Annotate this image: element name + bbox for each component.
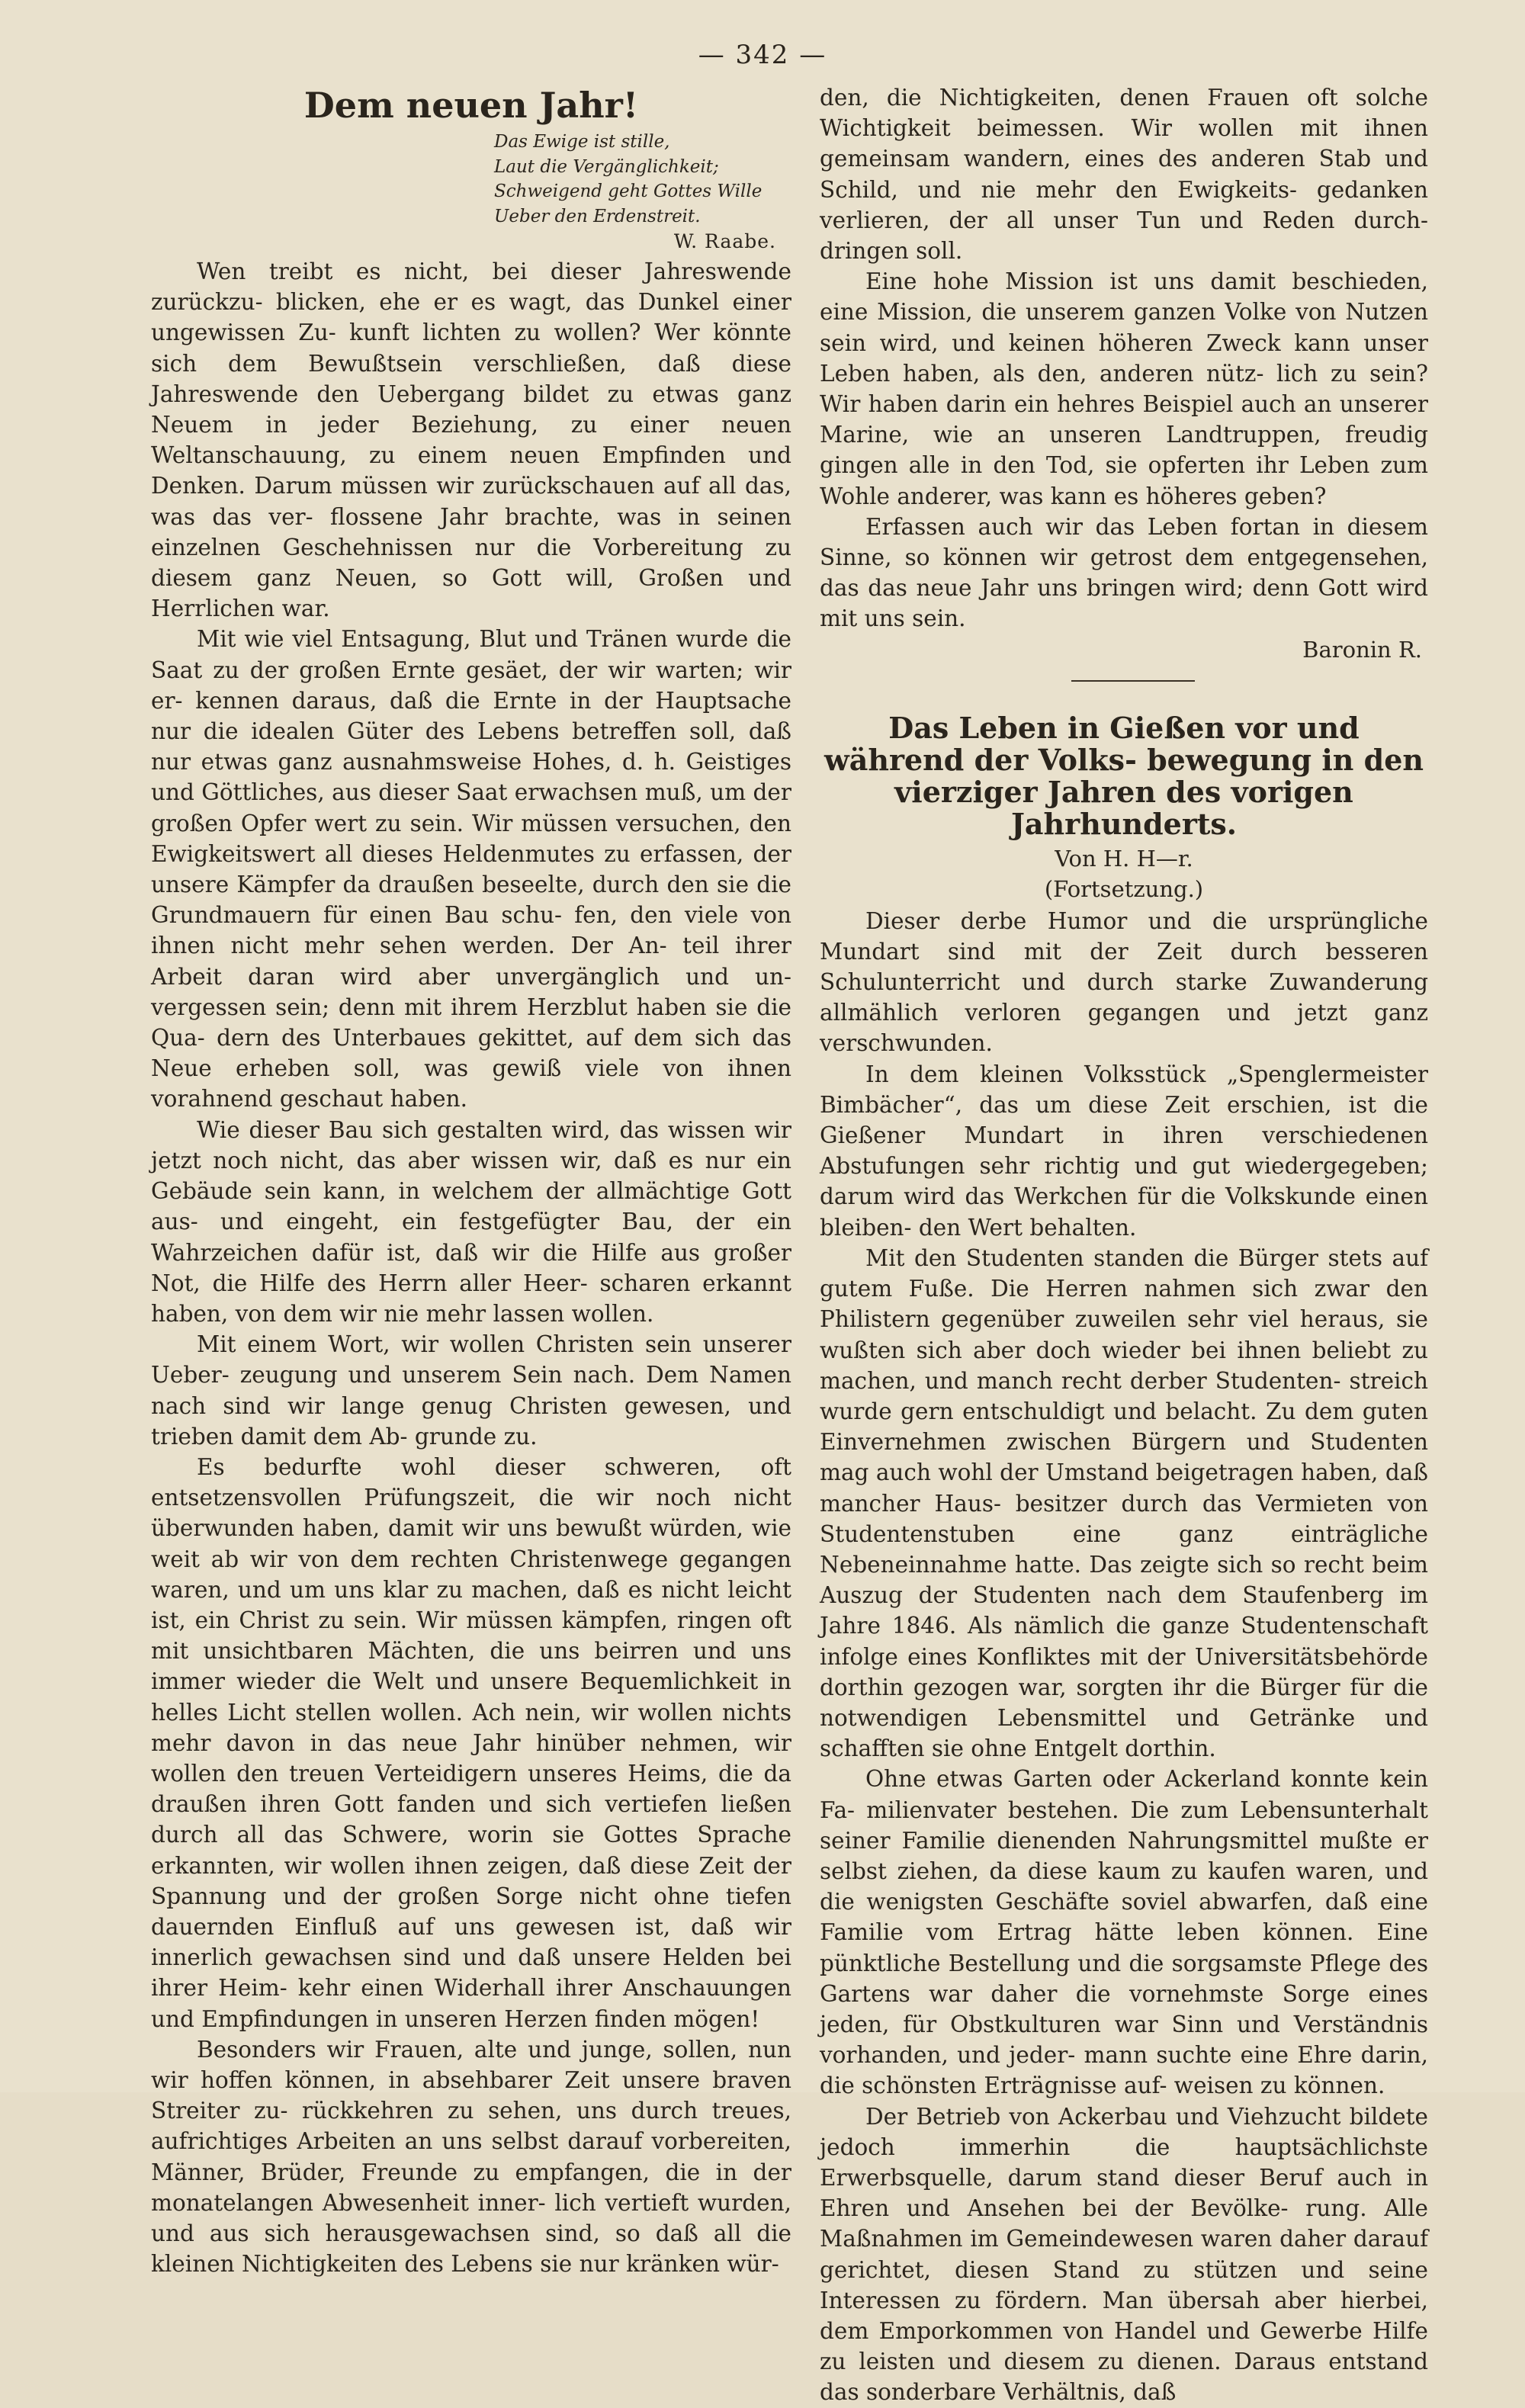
page-number: — 342 — (698, 40, 827, 70)
article-title-new-year: Dem neuen Jahr! (303, 85, 639, 126)
paragraph: In dem kleinen Volksstück „Spenglermeister Bimbächer“, das um diese Zeit erschien, ist die Gießener Mundart in ihren verschiedenen Abstufungen sehr richtig und gut wiedergegeben; darum wird das Werkchen für die Volkskunde einen bleiben- den Wert behalten. (820, 1061, 1428, 1241)
paragraph: Mit den Studenten standen die Bürger stets auf gutem Fuße. Die Herren nahmen sich zwar den Philistern gegenüber zuweilen sehr viel heraus, sie wußten sich aber doch wieder bei ihnen beliebt zu machen, und manch recht derber Studenten- streich wurde gern entschuldigt und belacht. Zu dem guten Einvernehmen zwischen Bürgern und Studenten mag auch wohl der Umstand beigetragen haben, daß mancher Haus- besitzer durch das Vermieten von Studentenstuben eine ganz einträgliche Nebeneinnahme hatte. Das zeigte sich so recht beim Auszug der Studenten nach dem Staufenberg im Jahre 1846. Als nämlich die ganze Studentenschaft infolge eines Konfliktes mit der Universitätsbehörde dorthin gezogen war, sorgten ihr die Bürger für die notwendigen Lebensmittel und Getränke und schafften sie ohne Entgelt dorthin. (820, 1244, 1428, 1762)
epigraph-author: W. Raabe. (673, 230, 776, 252)
epigraph-line: Das Ewige ist stille, (494, 132, 670, 152)
paragraph: Es bedurfte wohl dieser schweren, oft entsetzensvollen Prüfungszeit, die wir noch nicht überwunden haben, damit wir uns bewußt würden, wie weit ab wir von dem rechten Christenwege gegangen waren, und um uns klar zu machen, daß es nicht leicht ist, ein Christ zu sein. Wir müssen kämpfen, ringen oft mit unsichtbaren Mächten, die uns beirren und uns immer wieder die Welt und unsere Bequemlichkeit in helles Licht stellen wollen. Ach nein, wir wollen nichts mehr davon in das neue Jahr hinüber nehmen, wir wollen den treuen Verteidigern unseres Heims, die da draußen ihren Gott fanden und sich vertiefen ließen durch all das Schwere, worin sie Gottes Sprache erkannten, wir wollen ihnen zeigen, daß diese Zeit der Spannung und der großen Sorge nicht ohne tiefen dauernden Einfluß auf uns gewesen ist, daß wir innerlich gewachsen sind und daß unsere Helden bei ihrer Heim- kehr einen Widerhall ihrer Anschauungen und Empfindungen in unseren Herzen finden mögen! (151, 1453, 791, 2032)
epigraph-line: Schweigend geht Gottes Wille (494, 181, 762, 201)
continuation-note: (Fortsetzung.) (1044, 875, 1204, 902)
epigraph-line: Laut die Vergänglichkeit; (494, 156, 719, 177)
paragraph-continued: den, die Nichtigkeiten, denen Frauen oft solche Wichtigkeit beimessen. Wir wollen mit ihnen gemeinsam wandern, eines des anderen Stab und Schild, und nie mehr den Ewigkeits- gedanken verlieren, der all unser Tun und Reden durch- dringen soll. (820, 85, 1428, 265)
article-title-giessen: Das Leben in Gießen vor und während der Volks- bewegung in den vierziger Jahren des vorigen Jahrhunderts. (824, 710, 1424, 841)
byline: Von H. H—r. (1055, 845, 1193, 872)
paragraph: Eine hohe Mission ist uns damit beschieden, eine Mission, die unserem ganzen Volke von Nutzen sein wird, und keinen höheren Zweck kann unser Leben haben, als den, anderen nütz- lich zu sein? Wir haben darin ein hehres Beispiel auch an unserer Marine, wie an unseren Landtruppen, freudig gingen alle in den Tod, sie opferten ihr Leben zum Wohle anderer, was kann es höheres geben? (820, 268, 1428, 509)
paragraph: Der Betrieb von Ackerbau und Viehzucht bildete jedoch immerhin die hauptsächlichste Erwerbsquelle, darum stand dieser Beruf auch in Ehren und Ansehen bei der Bevölke- rung. Alle Maßnahmen im Gemeindewesen waren daher darauf gerichtet, diesen Stand zu stützen und seine Interessen zu fördern. Man übersah aber hierbei, dem Emporkommen von Handel und Gewerbe Hilfe zu leisten und diesem zu dienen. Daraus entstand das sonderbare Verhältnis, daß (820, 2103, 1428, 2406)
left-column (151, 82, 791, 2279)
paragraph: Ohne etwas Garten oder Ackerland konnte kein Fa- milienvater bestehen. Die zum Lebensunterhalt seiner Familie dienenden Nahrungsmittel mußte er selbst ziehen, da diese kaum zu kaufen waren, und die wenigsten Geschäfte soviel abwarfen, daß eine Familie vom Ertrag hätte leben können. Eine pünktliche Bestellung und die sorgsamste Pflege des Gartens war daher die vornehmste Sorge eines jeden, für Obstkulturen war Sinn und Verständnis vorhanden, und jeder- mann suchte eine Ehre darin, die schönsten Erträgnisse auf- weisen zu können. (820, 1766, 1428, 2099)
author-signature: Baronin R. (1302, 636, 1422, 663)
paragraph: Mit einem Wort, wir wollen Christen sein unserer Ueber- zeugung und unserem Sein nach. Dem Namen nach sind wir lange genug Christen gewesen, und trieben damit dem Ab- grunde zu. (151, 1331, 791, 1450)
epigraph (494, 130, 791, 229)
paragraph: Mit wie viel Entsagung, Blut und Tränen wurde die Saat zu der großen Ernte gesäet, der wir warten; wir er- kennen daraus, daß die Ernte in der Hauptsache nur die idealen Güter des Lebens betreffen soll, daß nur etwas ganz ausnahmsweise Hohes, d. h. Geistiges und Göttliches, aus dieser Saat erwachsen muß, um der großen Opfer wert zu sein. Wir müssen versuchen, den Ewigkeitswert all dieses Heldenmutes zu erfassen, der unsere Kämpfer da draußen beseelte, durch den sie die Grundmauern für einen Bau schu- fen, den viele von ihnen nicht mehr sehen werden. Der An- teil ihrer Arbeit daran wird aber unvergänglich und un- vergessen sein; denn mit ihrem Herzblut haben sie die Qua- dern des Unterbaues gekittet, auf dem sich das Neue erheben soll, was gewiß viele von ihnen vorahnend geschaut haben. (151, 626, 791, 1112)
paragraph: Wen treibt es nicht, bei dieser Jahreswende zurückzu- blicken, ehe er es wagt, das Dunkel einer ungewissen Zu- kunft lichten zu wollen? Wer könnte sich dem Bewußtsein verschließen, daß diese Jahreswende den Uebergang bildet zu etwas ganz Neuem in jeder Beziehung, zu einer neuen Weltanschauung, zu einem neuen Empfinden und Denken. Darum müssen wir zurückschauen auf all das, was das ver- flossene Jahr brachte, was in seinen einzelnen Geschehnissen nur die Vorbereitung zu diesem ganz Neuen, so Gott will, Großen und Herrlichen war. (151, 258, 791, 622)
paragraph: Dieser derbe Humor und die ursprüngliche Mundart sind mit der Zeit durch besseren Schulunterricht und durch starke Zuwanderung allmählich verloren gegangen und jetzt ganz verschwunden. (820, 907, 1428, 1057)
section-divider (1071, 680, 1195, 682)
epigraph-line: Ueber den Erdenstreit. (494, 206, 701, 226)
paragraph: Wie dieser Bau sich gestalten wird, das wissen wir jetzt noch nicht, das aber wissen wir, daß es nur ein Gebäude sein kann, in welchem der allmächtige Gott aus- und eingeht, ein festgefügter Bau, der ein Wahrzeichen dafür ist, daß wir die Hilfe aus großer Not, die Hilfe des Herrn aller Heer- scharen erkannt haben, von dem wir nie mehr lassen wollen. (151, 1116, 791, 1327)
paragraph: Besonders wir Frauen, alte und junge, sollen, nun wir hoffen können, in absehbarer Zeit unsere braven Streiter zu- rückkehren zu sehen, uns durch treues, aufrichtiges Arbeiten an uns selbst darauf vorbereiten, Männer, Brüder, Freunde zu empfangen, die in der monatelangen Abwesenheit inner- lich vertieft wurden, und aus sich herausgewachsen sind, so daß all die kleinen Nichtigkeiten des Lebens sie nur kränken wür- (151, 2036, 791, 2278)
paragraph: Erfassen auch wir das Leben fortan in diesem Sinne, so können wir getrost dem entgegensehen, das das neue Jahr uns bringen wird; denn Gott wird mit uns sein. (820, 513, 1428, 632)
right-column (820, 82, 1428, 2408)
